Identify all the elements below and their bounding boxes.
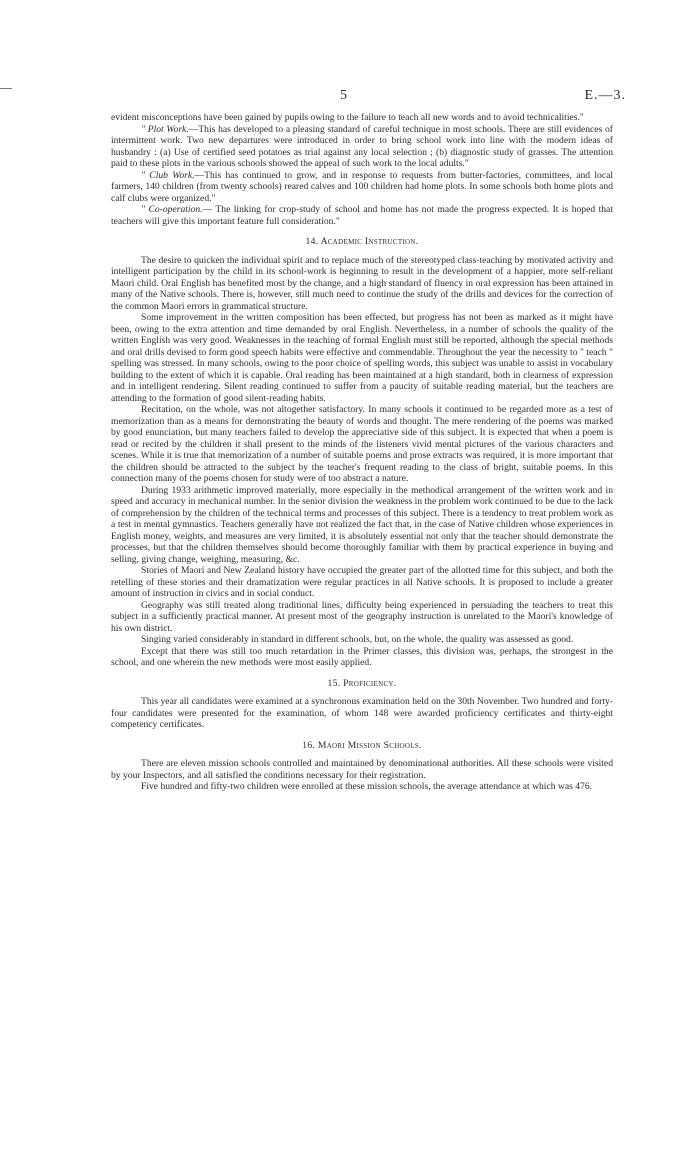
club-work-paragraph [111, 170, 613, 205]
mission-heading [111, 740, 613, 752]
academic-paragraph: Recitation, on the whole, was not altogether satisfactory. In many schools it continued to be regarded more as a test of memorization than as a means for demonstrating the beauty of words and thought. The mere rendering of the poems was marked by good enunciation, but many teachers failed to develop the appreciative side of this subject. It is expected that when a poem is read or recited by the children it shall present to the minds of the listeners vivid mental pictures of the various characters and scenes. While it is true that memorization of a number of suitable poems and prose extracts was required, it is more important that the children should be attracted to the subject by the teacher's frequent reading to the class of bright, suitable poems. In this connection many of the poems chosen for study were of too abstract a nature. [111, 404, 613, 484]
document-reference: E.—3. [584, 88, 626, 103]
mission-paragraph: There are eleven mission schools controlled and maintained by denominational authorities. All these schools were visited by your Inspectors, and all satisfied the conditions necessary for their registration. [111, 758, 613, 781]
club-work-text: —This has continued to grow, and in response to requests from butter-factories, committees, and local farmers, 140 children (from twenty schools) reared calves and 100 children had home plots. In some schools both home plots and calf clubs were organized." [111, 169, 613, 204]
academic-paragraph: Geography was still treated along traditional lines, difficulty being experienced in persuading the teachers to treat this subject in a sufficiently practical manner. At present most of the geography instruction is unrelated to the Maori's knowledge of his own district. [111, 599, 613, 634]
agricultural-intro-tail: evident misconceptions have been gained by pupils owing to the failure to teach all new words and to avoid technicalities." [111, 112, 584, 123]
page-number: 5 [340, 88, 347, 103]
academic-paragraph: Except that there was still too much retardation in the Primer classes, this division was, perhaps, the strongest in the school, and one wherein the new methods were most easily applied. [111, 645, 613, 668]
proficiency-number: 15. [327, 677, 341, 689]
academic-paragraph: Some improvement in the written composition has been effected, but progress has not been as marked as it might have been, owing to the extra attention and time demanded by oral English. Nevertheless, in a number of schools the quality of the written English was very good. Weaknesses in the teaching of formal English must still be reported, although the special methods and oral drills devised to form good speech habits were effective and commendable. Throughout the year the necessity to " teach " spelling was stressed. In many schools, owing to the poor choice of spelling words, this subject was unable to assist in vocabulary building to the extent of which it is capable. Oral reading has been maintained at a high standard, both in clearness of expression and in intelligent rendering. Silent reading continued to suffer from a paucity of suitable reading material, but the teachers are attending to the formation of good silent-reading habits. [111, 312, 613, 404]
plot-work-paragraph [111, 124, 613, 170]
cooperation-paragraph [111, 204, 613, 227]
academic-heading [111, 236, 613, 248]
mission-number: 16. [302, 739, 316, 751]
mission-paragraph: Five hundred and fifty-two children were enrolled at these mission schools, the average attendance at which was 476. [141, 781, 593, 792]
proficiency-title: Proficiency. [343, 677, 397, 689]
academic-paragraph: During 1933 arithmetic improved materially, more especially in the methodical arrangement of the written work and in speed and accuracy in mechanical number. In the senior division the weakness in the problem work continued to be due to the lack of comprehension by the children of the technical terms and processes of this subject. There is a tendency to treat problem work as a test in mental gymnastics. Teachers generally have not realized the fact that, in the case of Native children whose experiences in English money, weights, and measures are very limited, it is absolutely essential not only that the teacher should demonstrate the processes, but that the children themselves should become thoroughly familiar with them by practical experience in buying and selling, giving change, weighing, measuring, &c. [111, 484, 613, 565]
proficiency-paragraph: This year all candidates were examined at a synchronous examination held on the 30th November. Two hundred and forty-four candidates were presented for the examination, of whom 148 were awarded proficiency certificates and thirty-eight competency certificates. [111, 696, 613, 730]
plot-work-text: —This has developed to a pleasing standard of careful technique in most schools. There are still evidences of intermittent work. Two new departures were introduced in order to bring school work into line with the modern ideas of husbandry : (a) Use of certified seed potatoes as trial against any local selection ; (b) diagnostic study of grasses. The attention paid to these plots in the various schools showed the appeal of such work to the local adults." [111, 123, 613, 169]
page-body [111, 112, 613, 793]
academic-paragraph: Singing varied considerably in standard in different schools, but, on the whole, the quality was assessed as good. [141, 634, 574, 645]
academic-title: Academic Instruction. [320, 236, 419, 247]
club-work-title: " Club Work. [141, 169, 195, 181]
academic-paragraph: The desire to quicken the individual spirit and to replace much of the stereotyped class-teaching by motivated activity and intelligent participation by the child in its school-work is beginning to result in the development of a happier, more self-reliant Maori child. Oral English has benefited most by the change, and a high standard of fluency in oral expression has been attained in many of the Native schools. There is, however, still much need to continue the study of the drills and devices for the correction of the common Maori errors in grammatical structure. [111, 254, 613, 312]
cooperation-title: " Co-operation. [141, 204, 203, 215]
proficiency-heading [111, 678, 613, 690]
academic-number: 14. [305, 236, 319, 247]
mission-title: Maori Mission Schools. [317, 739, 422, 751]
academic-paragraph: Stories of Maori and New Zealand history have occupied the greater part of the allotted time for this subject, and both the retelling of these stories and their dramatization were regular practices in all Native schools. It is proposed to include a greater amount of instruction in civics and in social conduct. [111, 565, 613, 599]
page-header [0, 88, 700, 106]
cooperation-text: — The linking for crop-study of school and home has not made the progress expected. It is hoped that teachers will give this important feature full consideration." [111, 204, 613, 227]
plot-work-title: " Plot Work. [141, 123, 189, 135]
